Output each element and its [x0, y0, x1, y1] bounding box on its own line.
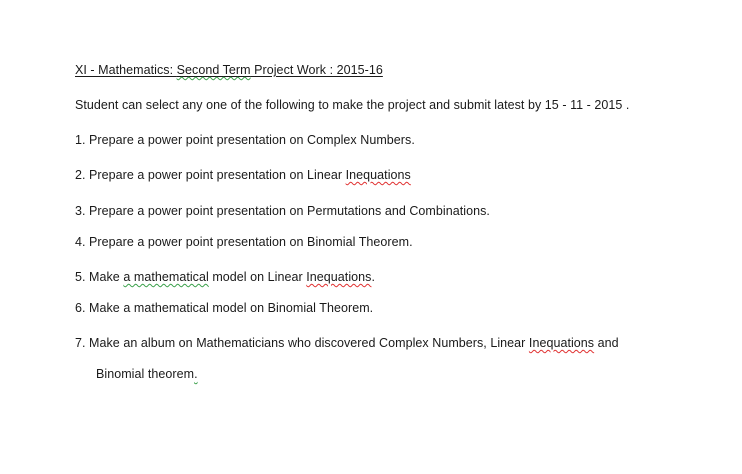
list-item-3: 3. Prepare a power point presentation on Permutations and Combinations. — [75, 204, 490, 218]
list-item-5-text-b: model on Linear — [208, 270, 307, 284]
list-item-1: 1. Prepare a power point presentation on Complex Numbers. — [75, 133, 415, 147]
page-title — [75, 63, 383, 77]
title-part-1: XI - Mathematics: — [75, 63, 177, 77]
list-item-4: 4. Prepare a power point presentation on Binomial Theorem. — [75, 235, 413, 249]
list-item-5-flagged-phrase: a mathematical — [123, 270, 209, 284]
title-part-3: Project Work : 2015-16 — [250, 63, 383, 77]
list-item-7-text-a: 7. Make an album on Mathematicians who discovered Complex Numbers, Linear — [75, 336, 529, 350]
list-item-2 — [75, 168, 411, 182]
list-item-7-continuation-text: Binomial theorem — [96, 367, 195, 381]
intro-text: Student can select any one of the following to make the project and submit latest by 15 - 11 - 2015 . — [75, 98, 630, 112]
list-item-5-text-a: 5. Make — [75, 270, 124, 284]
list-item-7-continuation — [96, 367, 198, 381]
list-item-7-text-b: and — [594, 336, 619, 350]
list-item-2-flagged-word: Inequations — [345, 168, 411, 182]
list-item-5-flagged-word: Inequations — [306, 270, 372, 284]
list-item-5-text-c: . — [371, 270, 375, 284]
title-part-2: Second Term — [176, 63, 251, 77]
list-item-2-text: 2. Prepare a power point presentation on Linear — [75, 168, 346, 182]
list-item-6: 6. Make a mathematical model on Binomial Theorem. — [75, 301, 374, 315]
list-item-5 — [75, 270, 375, 284]
list-item-7 — [75, 336, 619, 350]
list-item-7-flagged-word: Inequations — [528, 336, 595, 350]
list-item-7-continuation-tail: . — [194, 367, 198, 381]
